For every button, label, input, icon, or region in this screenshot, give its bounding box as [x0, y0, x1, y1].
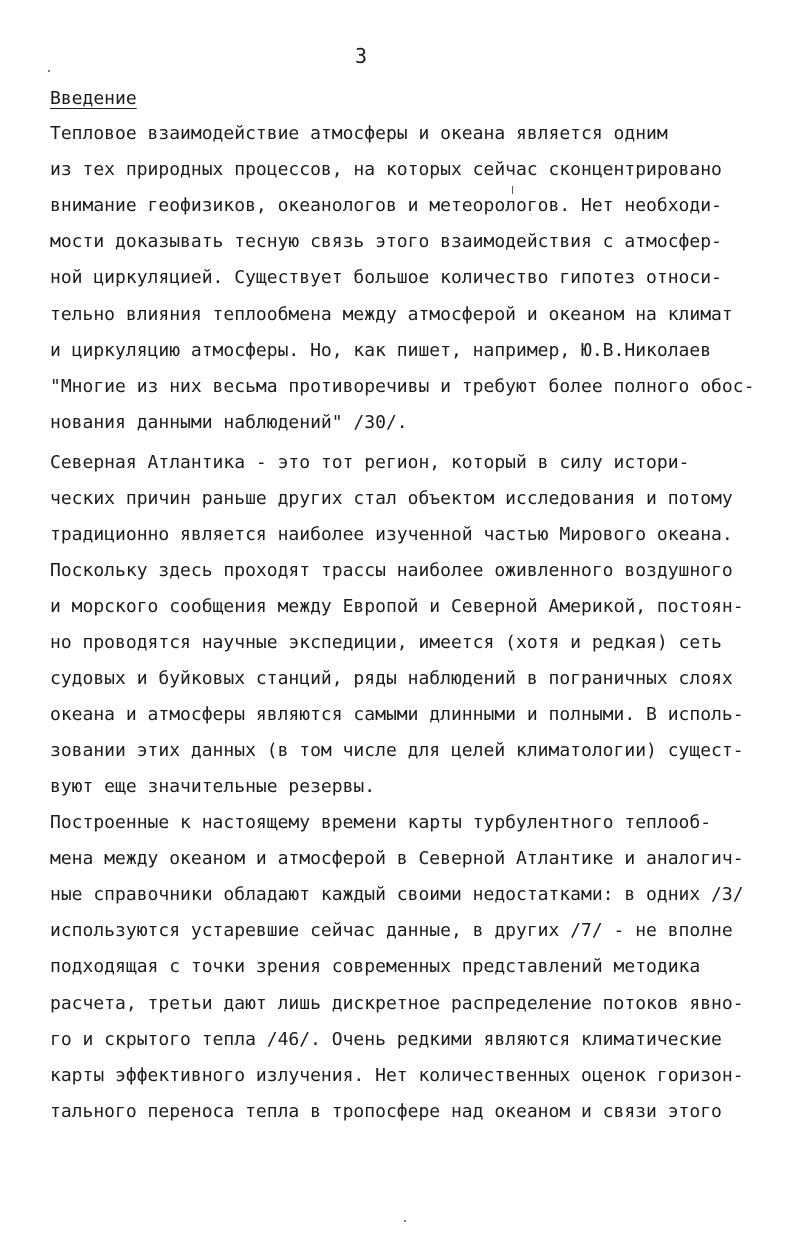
- text-line: расчета, третьи дают лишь дискретное распределение потоков явно-: [50, 993, 744, 1014]
- text-line: подходящая с точки зрения современных представлений методика: [50, 956, 701, 977]
- text-line: Построенные к настоящему времени карты турбулентного теплооб-: [50, 812, 712, 833]
- text-line: внимание геофизиков, океанологов и метеорологов. Нет необходи-: [50, 195, 722, 216]
- text-line: традиционно является наиболее изученной частью Мирового океана.: [50, 524, 733, 545]
- page-number: 3: [355, 44, 368, 68]
- text-line: тельно влияния теплообмена между атмосферой и океаном на климат: [50, 304, 733, 325]
- text-line: го и скрытого тепла /46/. Очень редкими являются климатические: [50, 1029, 722, 1050]
- text-line: судовых и буйковых станций, ряды наблюдений в пограничных слоях: [50, 668, 733, 689]
- text-line: ной циркуляцией. Существует большое количество гипотез относи-: [50, 267, 722, 288]
- text-line: вуют еще значительные резервы.: [50, 776, 376, 797]
- scan-speck: [404, 1220, 406, 1222]
- text-line: океана и атмосферы являются самыми длинными и полными. В исполь-: [50, 704, 744, 725]
- text-line: "Многие из них весьма противоречивы и требуют более полного обос-: [50, 376, 755, 397]
- scan-speck: [512, 186, 513, 194]
- text-line: из тех природных процессов, на которых сейчас сконцентрировано: [50, 159, 722, 180]
- text-line: зовании этих данных (в том числе для целей климатологии) сущест-: [50, 740, 744, 761]
- text-line: Тепловое взаимодействие атмосферы и океана является одним: [50, 123, 668, 144]
- text-line: ческих причин раньше других стал объектом исследования и потому: [50, 488, 733, 509]
- text-line: но проводятся научные экспедиции, имеется (хотя и редкая) сеть: [50, 632, 722, 653]
- section-heading: Введение: [50, 88, 137, 109]
- text-line: Северная Атлантика - это тот регион, который в силу истори-: [50, 452, 690, 473]
- text-line: Поскольку здесь проходят трассы наиболее оживленного воздушного: [50, 560, 733, 581]
- scan-speck: [48, 70, 50, 72]
- text-line: и морского сообщения между Европой и Северной Америкой, постоян-: [50, 596, 744, 617]
- text-line: используются устаревшие сейчас данные, в других /7/ - не вполне: [50, 920, 733, 941]
- text-line: мена между океаном и атмосферой в Северной Атлантике и аналогич-: [50, 848, 744, 869]
- text-line: тального переноса тепла в тропосфере над океаном и связи этого: [50, 1101, 722, 1122]
- text-line: ные справочники обладают каждый своими недостатками: в одних /3/: [50, 884, 744, 905]
- text-line: карты эффективного излучения. Нет количественных оценок горизон-: [50, 1065, 744, 1086]
- text-line: и циркуляцию атмосферы. Но, как пишет, например, Ю.В.Николаев: [50, 340, 712, 361]
- text-line: нования данными наблюдений" /30/.: [50, 412, 408, 433]
- text-line: мости доказывать тесную связь этого взаимодействия с атмосфер-: [50, 231, 722, 252]
